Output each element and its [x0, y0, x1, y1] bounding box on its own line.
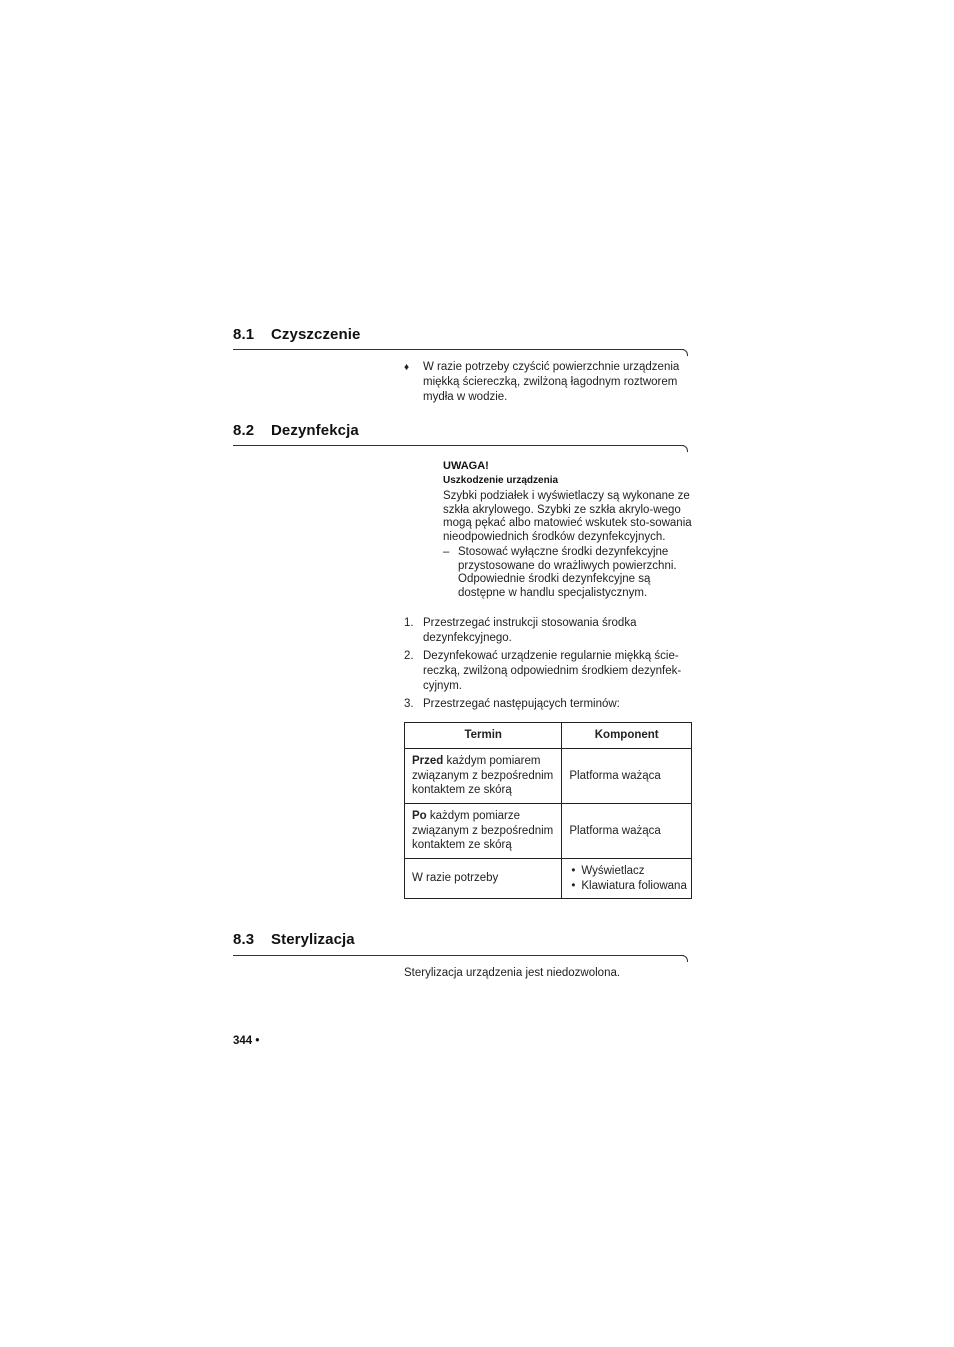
dash-text: Stosować wyłączne środki dezynfekcyjne przystosowane do wrażliwych powierzchni. Odpowiednie środki dezynfekcyjne są dostępne w handlu specjalistycznym. — [458, 546, 677, 599]
table-cell-termin — [405, 804, 562, 859]
step-text: Dezynfekować urządzenie regularnie miękką ście-reczką, zwilżoną odpowiednim środkiem dezynfek-cyjnym. — [423, 650, 682, 692]
warning-title: UWAGA! — [443, 460, 489, 472]
section-title: Sterylizacja — [271, 931, 355, 948]
bullet-dot-icon: • — [571, 865, 576, 877]
page-number-value: 344 — [233, 1035, 253, 1047]
warning-dash-item — [443, 546, 688, 600]
steps-list — [404, 616, 689, 712]
bullet-dot-icon: • — [571, 879, 576, 892]
page-bullet-icon: • — [255, 1035, 260, 1047]
warning-body: Szybki podziałek i wyświetlaczy są wykonane ze szkła akrylowego. Szybki ze szkła akrylo-wego mogą pękać albo matowieć wskutek sto-sowania nieodpowiednich środków dezynfekcyjnych. — [443, 490, 692, 543]
list-item — [404, 697, 689, 712]
section-number: 8.3 — [233, 931, 255, 948]
table-cell-component — [562, 859, 692, 899]
table-row — [405, 804, 692, 859]
page-number — [233, 1035, 259, 1047]
term-bold: Przed — [412, 755, 444, 768]
section-8-2-heading — [233, 422, 359, 439]
step-text: Przestrzegać instrukcji stosowania środka dezynfekcyjnego. — [423, 617, 637, 644]
list-item — [571, 864, 689, 879]
section-8-3-heading — [233, 931, 355, 948]
section-rule — [233, 445, 684, 446]
table-header-row — [405, 723, 692, 749]
diamond-bullet-icon: ♦ — [404, 362, 410, 373]
list-item — [404, 649, 689, 694]
schedule-table — [404, 722, 692, 899]
list-item — [404, 616, 689, 646]
column-header-termin: Termin — [405, 723, 562, 749]
list-item — [571, 879, 689, 894]
table-cell-component: Platforma ważąca — [562, 749, 692, 804]
table-row — [405, 859, 692, 899]
term-rest: każdym pomiarem związanym z bezpośrednim kontaktem ze skórą — [412, 755, 554, 797]
step-number: 2. — [404, 650, 414, 662]
section-number: 8.1 — [233, 326, 255, 343]
step-number: 3. — [404, 698, 414, 710]
bullet-item — [404, 360, 689, 405]
section-8-1-heading — [233, 326, 360, 343]
dash-icon: – — [443, 546, 450, 558]
table-cell-termin: W razie potrzeby — [405, 859, 562, 899]
sterilization-text: Sterylizacja urządzenia jest niedozwolona. — [404, 967, 621, 979]
section-title: Czyszczenie — [271, 326, 361, 343]
term-rest: każdym pomiarze związanym z bezpośrednim kontaktem ze skórą — [412, 810, 554, 852]
term-bold: Po — [412, 810, 427, 823]
table-row — [405, 749, 692, 804]
section-title: Dezynfekcja — [271, 422, 359, 439]
section-rule — [233, 349, 684, 350]
section-number: 8.2 — [233, 422, 255, 439]
column-header-komponent: Komponent — [562, 723, 692, 749]
bullet-text: W razie potrzeby czyścić powierzchnie urządzenia miękką ściereczką, zwilżoną łagodnym roztworem mydła w wodzie. — [423, 361, 680, 403]
warning-subtitle: Uszkodzenie urządzenia — [443, 475, 559, 486]
component-label: Klawiatura foliowana — [581, 879, 687, 892]
step-number: 1. — [404, 617, 414, 629]
warning-box — [443, 459, 693, 600]
section-rule — [233, 955, 684, 956]
table-cell-component: Platforma ważąca — [562, 804, 692, 859]
component-label: Wyświetlacz — [581, 865, 645, 877]
step-text: Przestrzegać następujących terminów: — [423, 698, 620, 710]
table-cell-termin — [405, 749, 562, 804]
